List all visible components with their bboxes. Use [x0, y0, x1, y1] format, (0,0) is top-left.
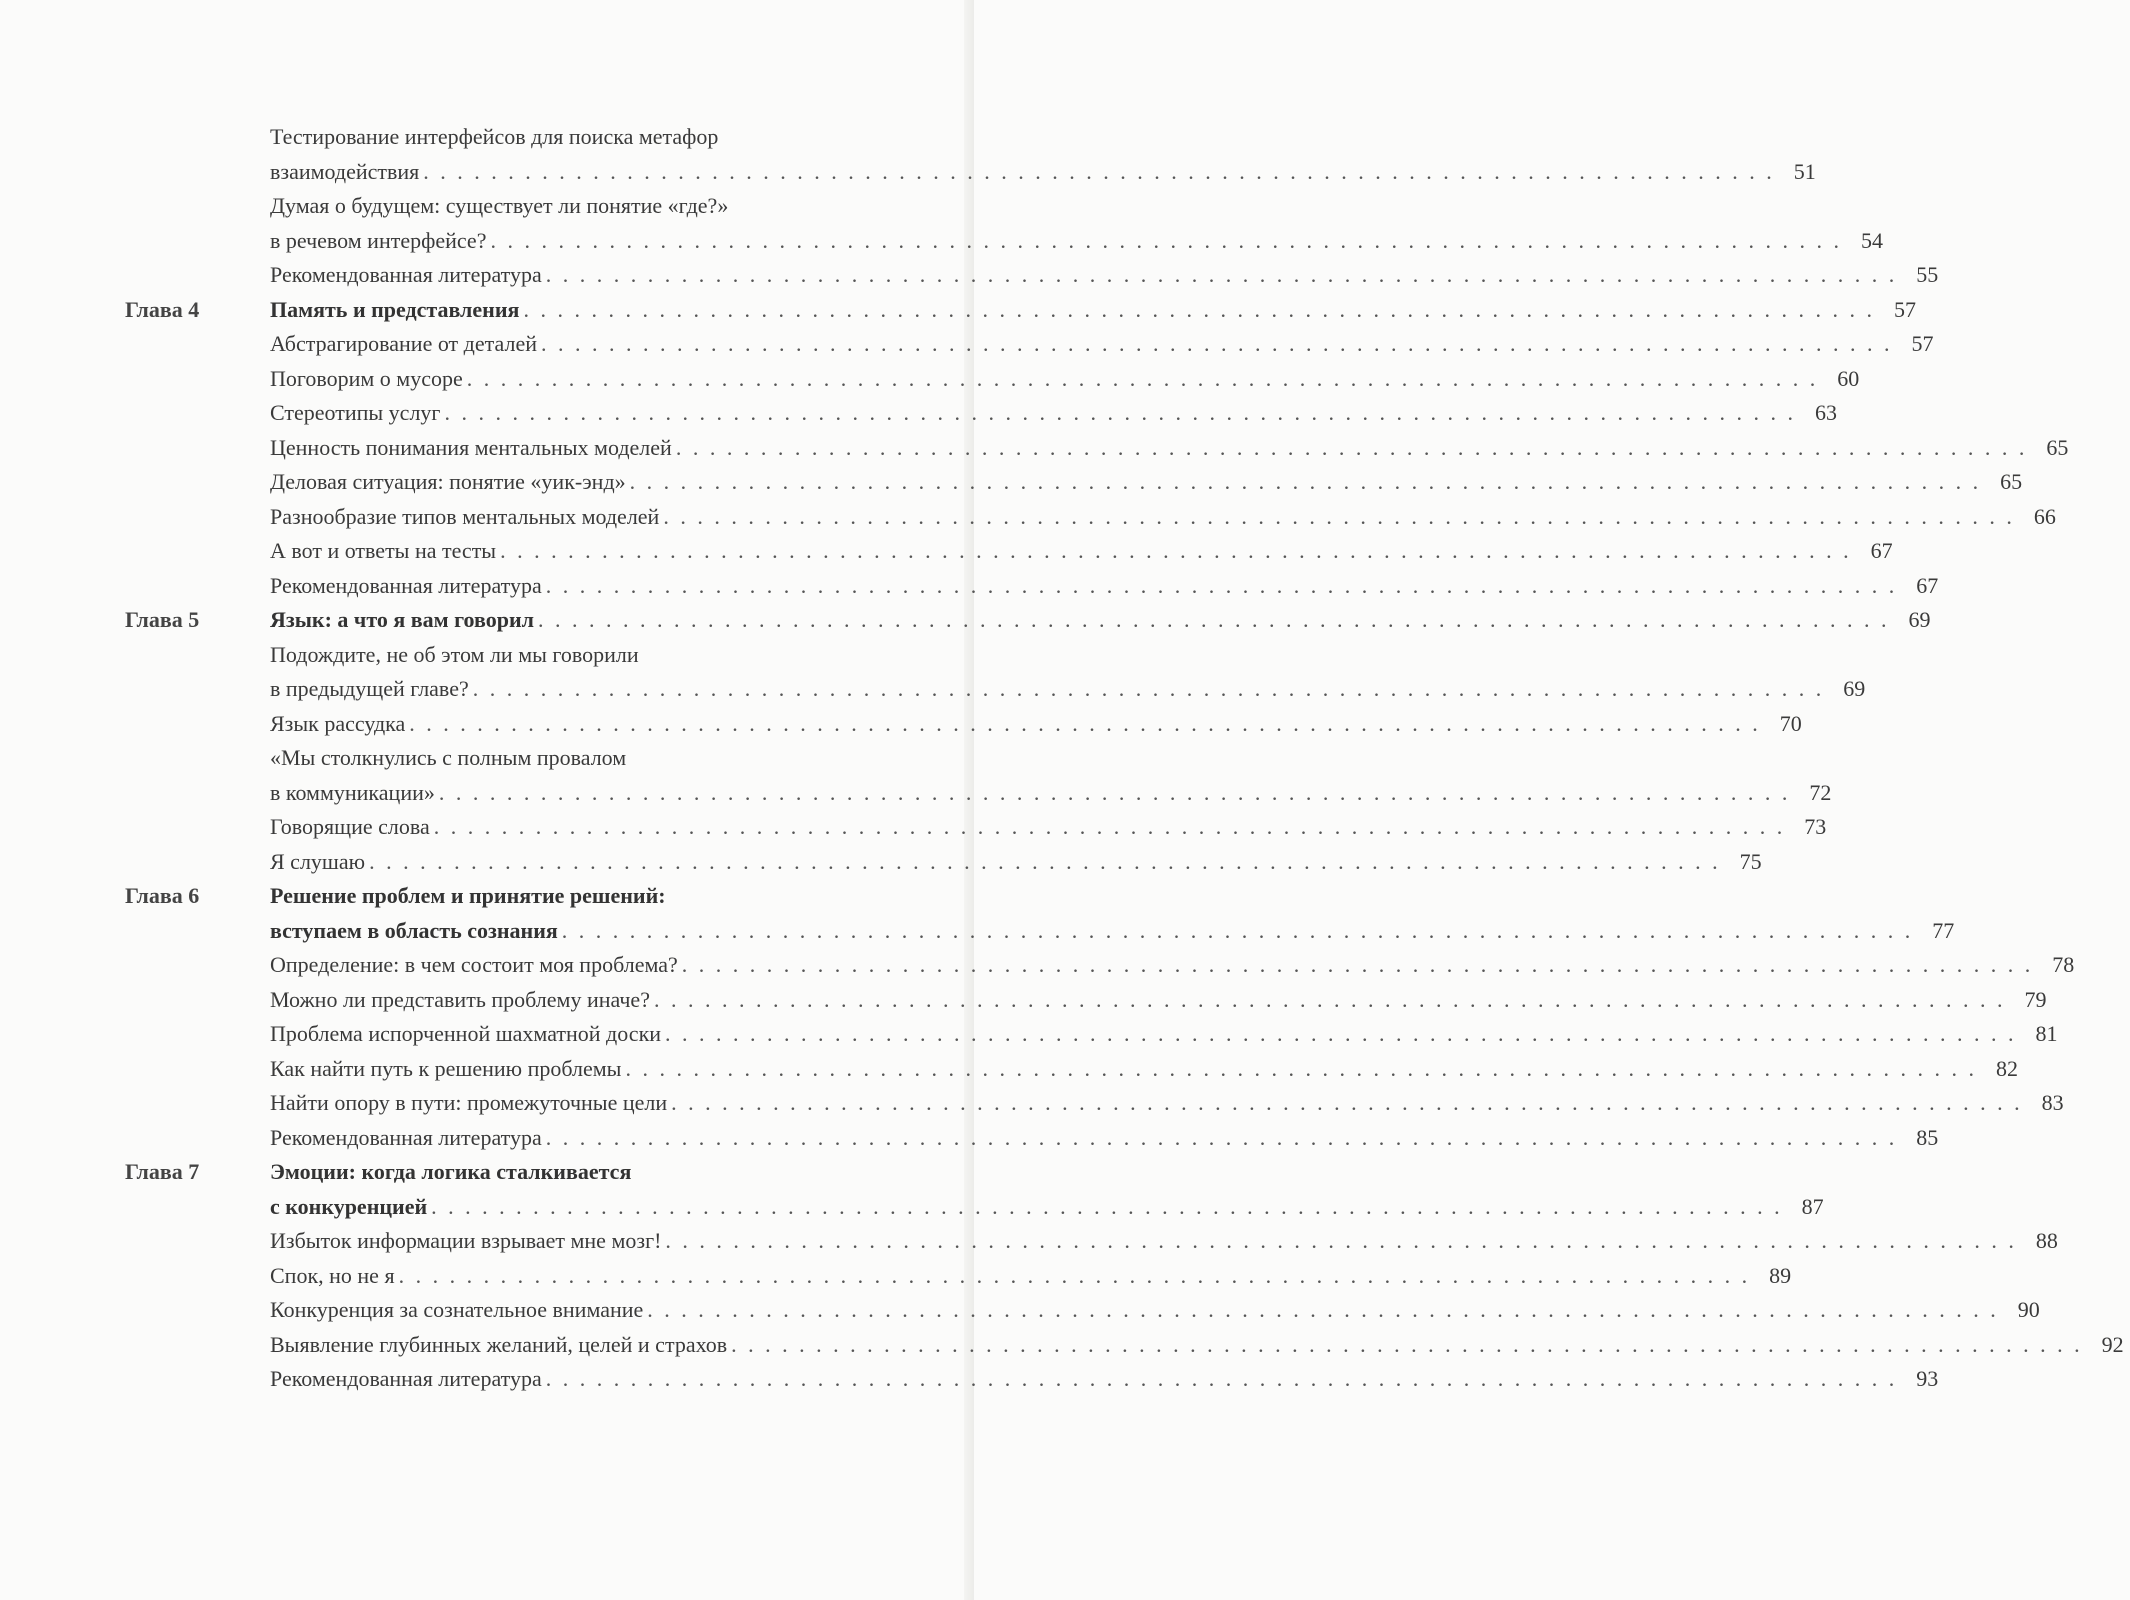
entry-line: [270, 1362, 1938, 1397]
entry-title: с конкуренцией: [270, 1193, 428, 1219]
toc-entry: [125, 258, 1939, 293]
entry-title: Язык рассудка: [270, 710, 406, 736]
entry-title-block: [270, 534, 1899, 569]
toc-entry: [125, 948, 2075, 983]
entry-line: [270, 534, 1893, 569]
toc-entry: [125, 1052, 2018, 1087]
entry-title: Рекомендованная литература: [270, 572, 542, 598]
toc-entry: [125, 362, 1860, 397]
entry-title: Проблема испорченной шахматной доски: [270, 1021, 662, 1046]
entry-title-block: [270, 638, 1871, 707]
entry-title: Ценность понимания ментальных моделей: [270, 434, 672, 460]
dot-leader: [546, 569, 1895, 604]
toc-entry: [125, 1121, 1939, 1156]
dot-leader: [444, 396, 1793, 431]
entry-title: Абстрагирование от деталей: [270, 331, 537, 356]
entry-title-block: [270, 1224, 2064, 1259]
dot-leader: [467, 362, 1816, 397]
entry-line: [270, 465, 2022, 500]
dot-leader: [409, 707, 1758, 742]
entry-title-block: [270, 1328, 2130, 1363]
entry-line: [270, 810, 1826, 845]
entry-title: Тестирование интерфейсов для поиска метафор: [270, 124, 719, 149]
entry-title: Конкуренция за сознательное внимание: [270, 1297, 644, 1322]
page-number: 89: [1769, 1262, 1792, 1288]
entry-title: Можно ли представить проблему иначе?: [270, 986, 650, 1012]
page-number: 55: [1916, 262, 1939, 287]
entry-title-block: [270, 1017, 2064, 1052]
entry-title: вступаем в область сознания: [270, 917, 558, 943]
entry-title-block: [270, 258, 1944, 293]
toc-entry: [125, 1224, 2058, 1259]
entry-title-block: [270, 1293, 2046, 1328]
toc-entry: [125, 500, 2056, 535]
entry-line: [270, 224, 1883, 259]
page-number: 83: [2041, 1090, 2064, 1115]
page-number: 72: [1809, 779, 1832, 805]
entry-line: [270, 155, 1816, 190]
entry-title: Решение проблем и принятие решений:: [270, 883, 666, 908]
dot-leader: [647, 1293, 1996, 1328]
toc-chapter-entry: [125, 293, 1916, 328]
toc-entry: [125, 327, 1934, 362]
entry-title-block: [270, 465, 2028, 500]
toc-entry: [125, 845, 1762, 880]
page-number: 70: [1779, 710, 1802, 736]
page-number: 69: [1843, 676, 1866, 701]
entry-title: Как найти путь к решению проблемы: [270, 1055, 622, 1081]
page-number: 65: [2046, 434, 2069, 460]
entry-title: Думая о будущем: существует ли понятие «где?»: [270, 193, 729, 218]
entry-line: [270, 1259, 1791, 1294]
entry-title-block: [270, 810, 1832, 845]
entry-title-block: [270, 845, 1768, 880]
dot-leader: [473, 672, 1822, 707]
entry-title: Рекомендованная литература: [270, 1366, 542, 1391]
entry-line: [270, 1293, 2040, 1328]
entry-title: Определение: в чем состоит моя проблема?: [270, 952, 678, 977]
entry-line: [270, 362, 1859, 397]
entry-title: Стереотипы услуг: [270, 400, 441, 425]
dot-leader: [663, 500, 2012, 535]
toc-entry: [125, 810, 1827, 845]
entry-title: Найти опору в пути: промежуточные цели: [270, 1090, 668, 1115]
entry-title-block: [270, 120, 1822, 189]
entry-line: [270, 914, 1954, 949]
toc-entry: [125, 431, 2069, 466]
entry-title-block: [270, 1086, 2070, 1121]
page-number: 90: [2017, 1297, 2040, 1322]
page-number: 66: [2033, 503, 2056, 529]
entry-title: Выявление глубинных желаний, целей и страхов: [270, 1331, 728, 1357]
entry-line: [270, 258, 1938, 293]
entry-title: Язык: а что я вам говорил: [270, 607, 534, 632]
entry-title: Спок, но не я: [270, 1262, 395, 1288]
dot-leader: [523, 293, 1872, 328]
dot-leader: [541, 327, 1890, 362]
toc-entry: [125, 707, 1802, 742]
page-number: 67: [1870, 538, 1893, 563]
dot-leader: [625, 1052, 1974, 1087]
entry-title: Эмоции: когда логика сталкивается: [270, 1159, 632, 1184]
entry-title-block: [270, 603, 1936, 638]
chapter-label: Глава 4: [125, 296, 200, 322]
page-number: 78: [2052, 952, 2075, 977]
entry-title: в коммуникации»: [270, 779, 435, 805]
entry-line: [270, 120, 1816, 155]
dot-leader: [546, 1121, 1895, 1156]
entry-title-block: [270, 1259, 1797, 1294]
chapter-label: Глава 6: [125, 883, 200, 908]
entry-line: [270, 1190, 1824, 1225]
entry-title: в речевом интерфейсе?: [270, 227, 487, 253]
page-number: 79: [2024, 986, 2047, 1012]
dot-leader: [630, 465, 1979, 500]
page-number: 93: [1916, 1366, 1939, 1391]
dot-leader: [562, 914, 1911, 949]
entry-title-block: [270, 396, 1843, 431]
entry-line: [270, 1052, 2018, 1087]
toc-entry: [125, 1259, 1792, 1294]
entry-line: [270, 500, 2056, 535]
dot-leader: [654, 983, 2003, 1018]
entry-title-block: [270, 327, 1940, 362]
entry-line: [270, 431, 2068, 466]
page-number: 92: [2101, 1331, 2124, 1357]
dot-leader: [431, 1190, 1780, 1225]
page-number: 82: [1995, 1055, 2018, 1081]
toc-chapter-entry: [125, 1155, 1824, 1224]
page-number: 54: [1860, 227, 1883, 253]
dot-leader: [546, 1362, 1895, 1397]
toc-entry: [125, 1293, 2040, 1328]
chapter-label: Глава 5: [125, 607, 200, 632]
toc-entry: [125, 638, 1866, 707]
entry-title-block: [270, 1362, 1944, 1397]
entry-title-block: [270, 1155, 1830, 1224]
entry-title-block: [270, 879, 1960, 948]
dot-leader: [682, 948, 2031, 983]
dot-leader: [500, 534, 1849, 569]
page-number: 63: [1814, 400, 1837, 425]
entry-title: А вот и ответы на тесты: [270, 538, 497, 563]
page-number: 87: [1801, 1193, 1824, 1219]
page-number: 81: [2035, 1021, 2058, 1046]
entry-title: Рекомендованная литература: [270, 262, 542, 287]
page-number: 75: [1739, 848, 1762, 874]
toc-entry: [125, 120, 1816, 189]
toc-entry: [125, 465, 2023, 500]
entry-line: [270, 672, 1865, 707]
entry-title-block: [270, 948, 2080, 983]
entry-title: Поговорим о мусоре: [270, 365, 463, 391]
page-number: 57: [1893, 296, 1916, 322]
toc-entry: [125, 1086, 2064, 1121]
entry-title-block: [270, 1121, 1944, 1156]
toc-entry: [125, 741, 1832, 810]
entry-title-block: [270, 569, 1944, 604]
entry-line: [270, 603, 1930, 638]
entry-line: [270, 396, 1837, 431]
entry-line: [270, 741, 1831, 776]
toc-chapter-entry: [125, 879, 1955, 948]
entry-line: [270, 845, 1762, 880]
page-number: 57: [1911, 331, 1934, 356]
entry-title: Память и представления: [270, 296, 520, 322]
toc-entry: [125, 569, 1939, 604]
entry-title-block: [270, 1052, 2024, 1087]
toc-entry: [125, 396, 1837, 431]
page-number: 85: [1916, 1124, 1939, 1150]
entry-line: [270, 1017, 2058, 1052]
entry-title: Говорящие слова: [270, 814, 430, 839]
entry-line: [270, 189, 1883, 224]
entry-title: «Мы столкнулись с полным провалом: [270, 745, 627, 770]
page-number: 51: [1793, 158, 1816, 184]
chapter-label: Глава 7: [125, 1159, 200, 1184]
toc-entry: [125, 1328, 2124, 1363]
toc-chapter-entry: [125, 603, 1931, 638]
page-number: 88: [2035, 1228, 2058, 1253]
entry-line: [270, 776, 1831, 811]
entry-title-block: [270, 189, 1889, 258]
dot-leader: [546, 258, 1895, 293]
page-number: 73: [1804, 814, 1827, 839]
entry-line: [270, 1121, 1938, 1156]
entry-line: [270, 707, 1802, 742]
dot-leader: [676, 431, 2025, 466]
dot-leader: [490, 224, 1839, 259]
dot-leader: [399, 1259, 1748, 1294]
entry-title-block: [270, 500, 2062, 535]
entry-title: Подождите, не об этом ли мы говорили: [270, 641, 639, 667]
entry-title: взаимодействия: [270, 158, 420, 184]
entry-title-block: [270, 707, 1808, 742]
dot-leader: [665, 1224, 2014, 1259]
entry-title: в предыдущей главе?: [270, 676, 469, 701]
entry-line: [270, 327, 1934, 362]
entry-line: [270, 293, 1916, 328]
entry-title: Избыток информации взрывает мне мозг!: [270, 1228, 662, 1253]
dot-leader: [434, 810, 1783, 845]
toc-entry: [125, 983, 2047, 1018]
dot-leader: [538, 603, 1887, 638]
entry-line: [270, 983, 2046, 1018]
entry-title-block: [270, 362, 1865, 397]
entry-title: Разнообразие типов ментальных моделей: [270, 503, 660, 529]
dot-leader: [665, 1017, 2014, 1052]
toc-entry: [125, 1017, 2058, 1052]
entry-line: [270, 948, 2074, 983]
entry-title-block: [270, 431, 2074, 466]
page-number: 65: [2000, 469, 2023, 494]
page-number: 60: [1837, 365, 1860, 391]
entry-title-block: [270, 741, 1837, 810]
page-number: 69: [1908, 607, 1931, 632]
toc-entry: [125, 1362, 1939, 1397]
entry-title: Рекомендованная литература: [270, 1124, 542, 1150]
entry-line: [270, 1155, 1824, 1190]
page-number: 77: [1932, 917, 1955, 943]
page-number: 67: [1916, 572, 1939, 598]
entry-line: [270, 569, 1938, 604]
dot-leader: [731, 1328, 2080, 1363]
toc-entry: [125, 189, 1883, 258]
entry-title-block: [270, 983, 2052, 1018]
dot-leader: [423, 155, 1772, 190]
dot-leader: [671, 1086, 2020, 1121]
entry-title: Деловая ситуация: понятие «уик-энд»: [270, 469, 626, 494]
entry-line: [270, 1328, 2124, 1363]
entry-line: [270, 1224, 2058, 1259]
entry-line: [270, 638, 1865, 673]
dot-leader: [369, 845, 1718, 880]
entry-title: Я слушаю: [270, 848, 366, 874]
dot-leader: [439, 776, 1788, 811]
table-of-contents: [125, 120, 2124, 1397]
entry-title-block: [270, 293, 1922, 328]
entry-line: [270, 1086, 2064, 1121]
toc-entry: [125, 534, 1893, 569]
entry-line: [270, 879, 1954, 914]
